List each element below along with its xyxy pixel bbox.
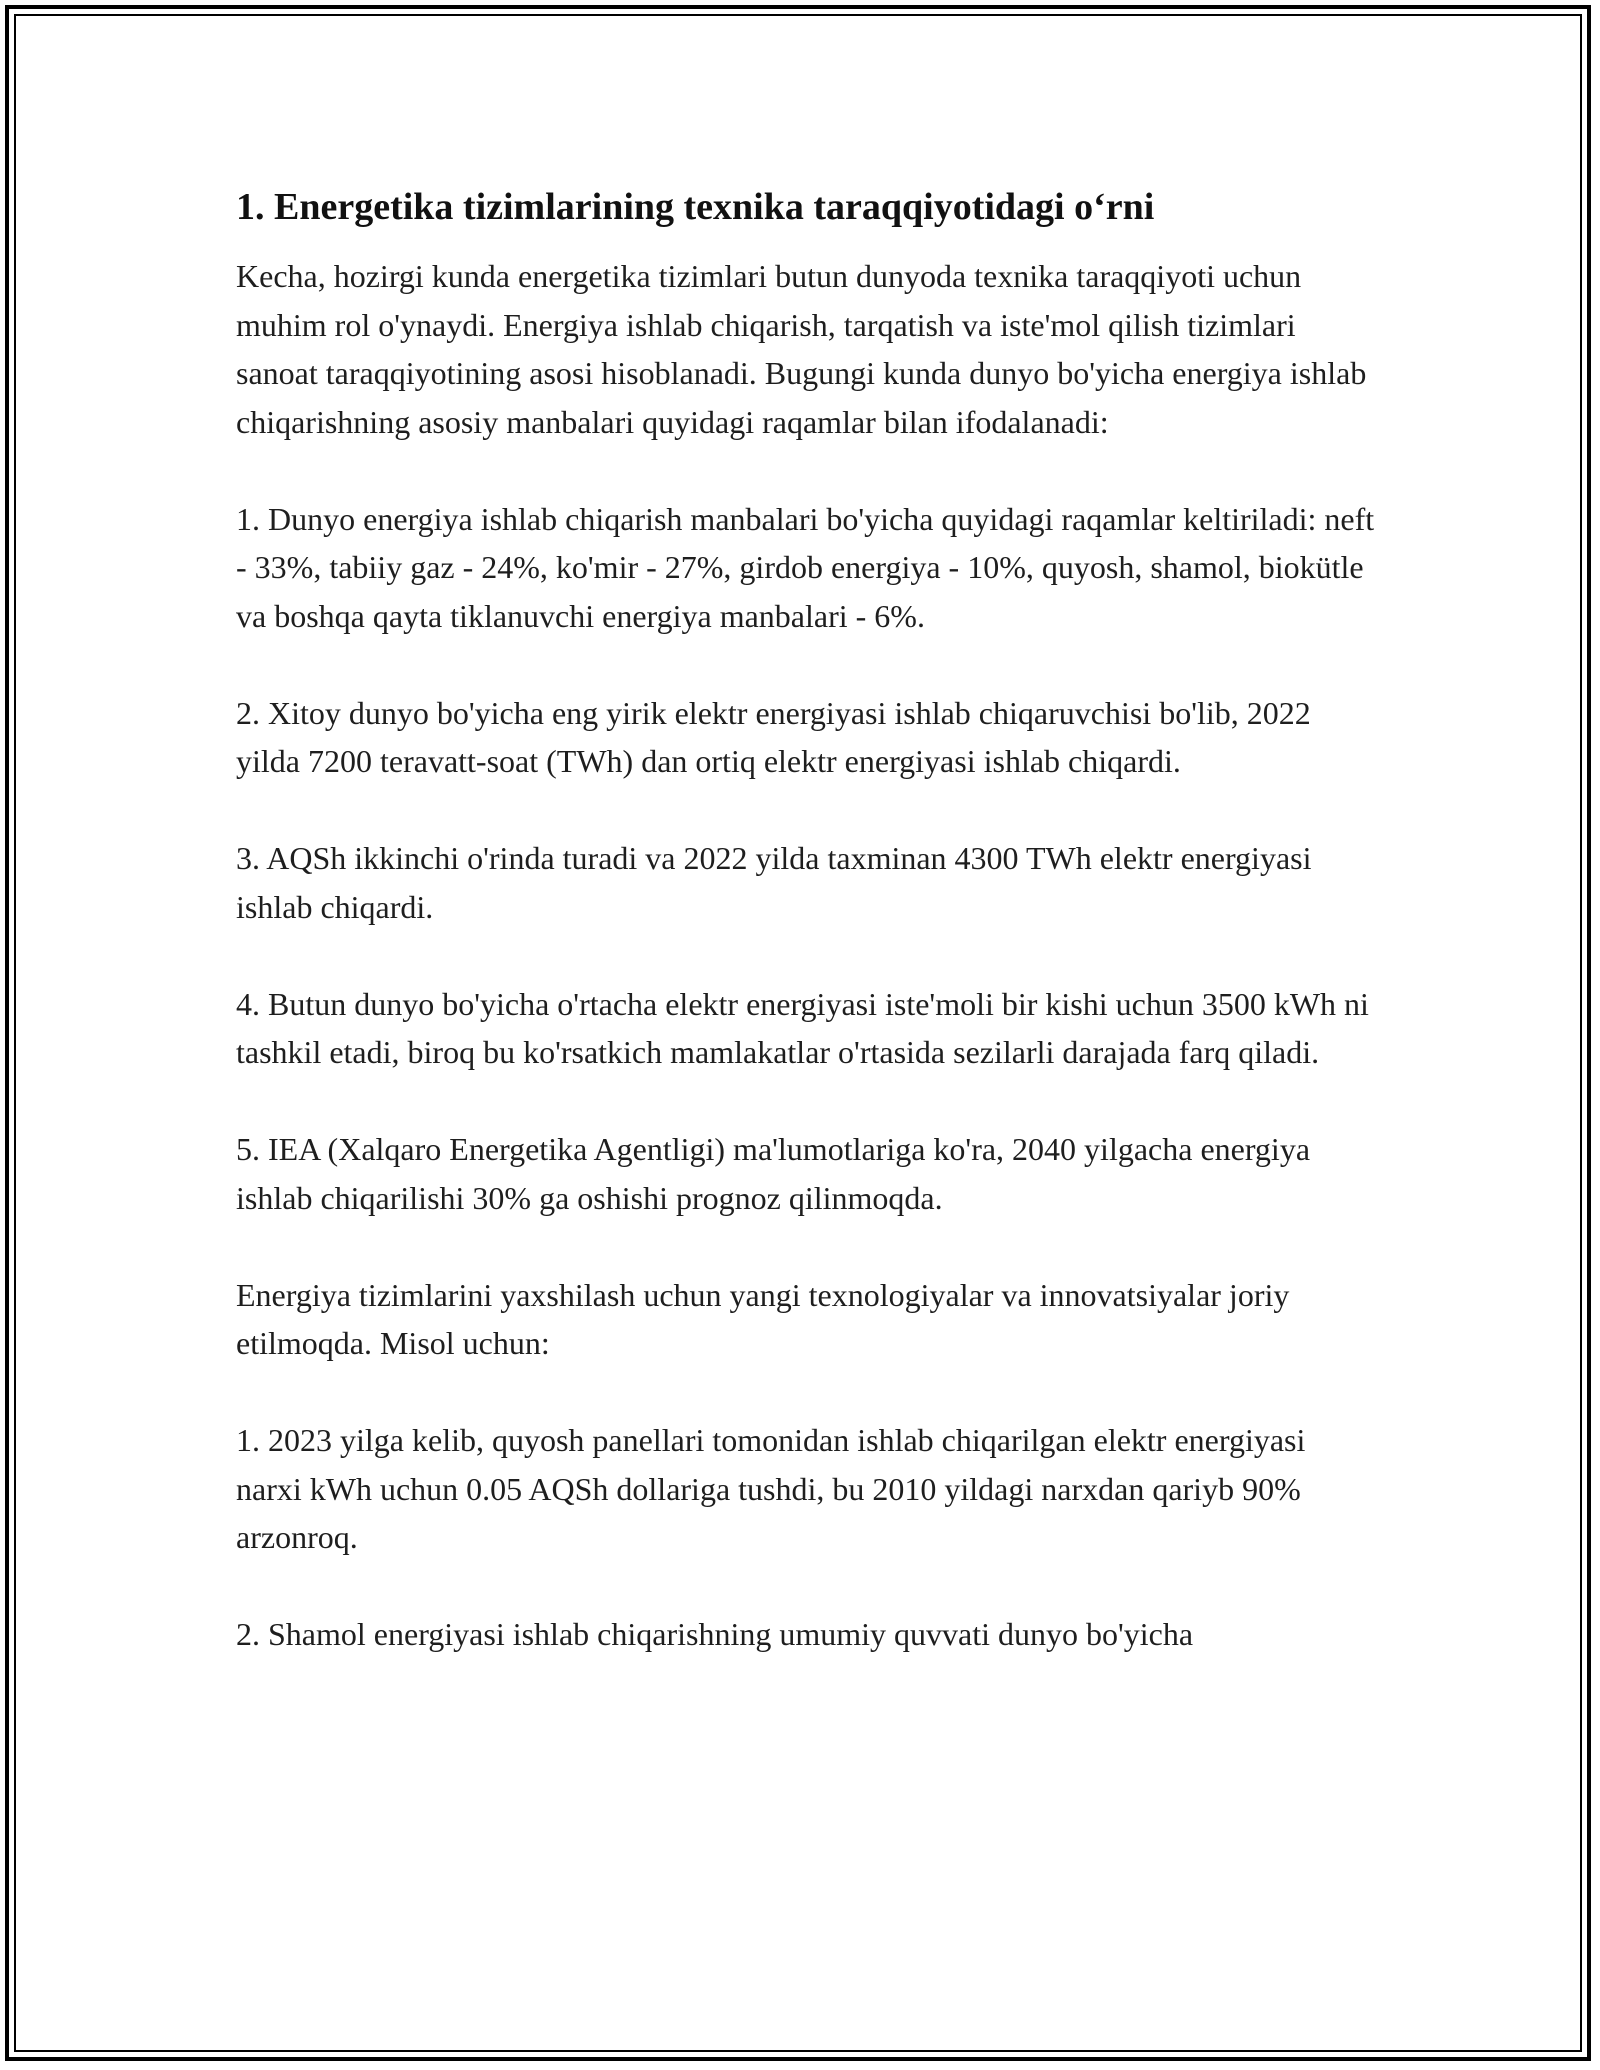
innovations-paragraph: Energiya tizimlarini yaxshilash uchun yangi texnologiyalar va innovatsiyalar joriy etilmoqda. Misol uchun: [236,1276,1290,1361]
list-item-wind-capacity: 2. Shamol energiyasi ishlab chiqarishning umumiy quvvati dunyo bo'yicha [236,1616,1194,1652]
document-title: 1. Energetika tizimlarining texnika taraqqiyotidagi o‘rni [236,186,1155,228]
list-item-solar-price: 1. 2023 yilga kelib, quyosh panellari tomonidan ishlab chiqarilgan elektr energiyasi narxi kWh uchun 0.05 AQSh dollariga tushdi, bu 2010 yildagi narxdan qariyb 90% arzonroq. [236,1422,1306,1555]
list-item-china: 2. Xitoy dunyo bo'yicha eng yirik elektr energiyasi ishlab chiqaruvchisi bo'lib, 2022 yilda 7200 teravatt-soat (TWh) dan ortiq elektr energiyasi ishlab chiqardi. [236,694,1311,779]
document-body [236,182,1376,1707]
list-item-consumption: 4. Butun dunyo bo'yicha o'rtacha elektr energiyasi iste'moli bir kishi uchun 3500 kWh ni tashkil etadi, biroq bu ko'rsatkich mamlakatlar o'rtasida sezilarli darajada farq qiladi. [236,985,1369,1070]
intro-paragraph: Kecha, hozirgi kunda energetika tizimlari butun dunyoda texnika taraqqiyoti uchun muhim rol o'ynaydi. Energiya ishlab chiqarish, tarqatish va iste'mol qilish tizimlari sanoat taraqqiyotining asosi hisoblanadi. Bugungi kunda dunyo bo'yicha energiya ishlab chiqarishning asosiy manbalari quyidagi raqamlar bilan ifodalanadi: [236,258,1367,440]
list-item-energy-sources: 1. Dunyo energiya ishlab chiqarish manbalari bo'yicha quyidagi raqamlar keltiriladi: neft - 33%, tabiiy gaz - 24%, ko'mir - 27%, girdob energiya - 10%, quyosh, shamol, biokütle va boshqa qayta tiklanuvchi energiya manbalari - 6%. [236,500,1375,634]
list-item-usa: 3. AQSh ikkinchi o'rinda turadi va 2022 yilda taxminan 4300 TWh elektr energiyasi ishlab chiqardi. [236,840,1312,925]
list-item-iea-forecast: 5. IEA (Xalqaro Energetika Agentligi) ma'lumotlariga ko'ra, 2040 yilgacha energiya ishlab chiqarilishi 30% ga oshishi prognoz qilinmoqda. [236,1131,1311,1216]
